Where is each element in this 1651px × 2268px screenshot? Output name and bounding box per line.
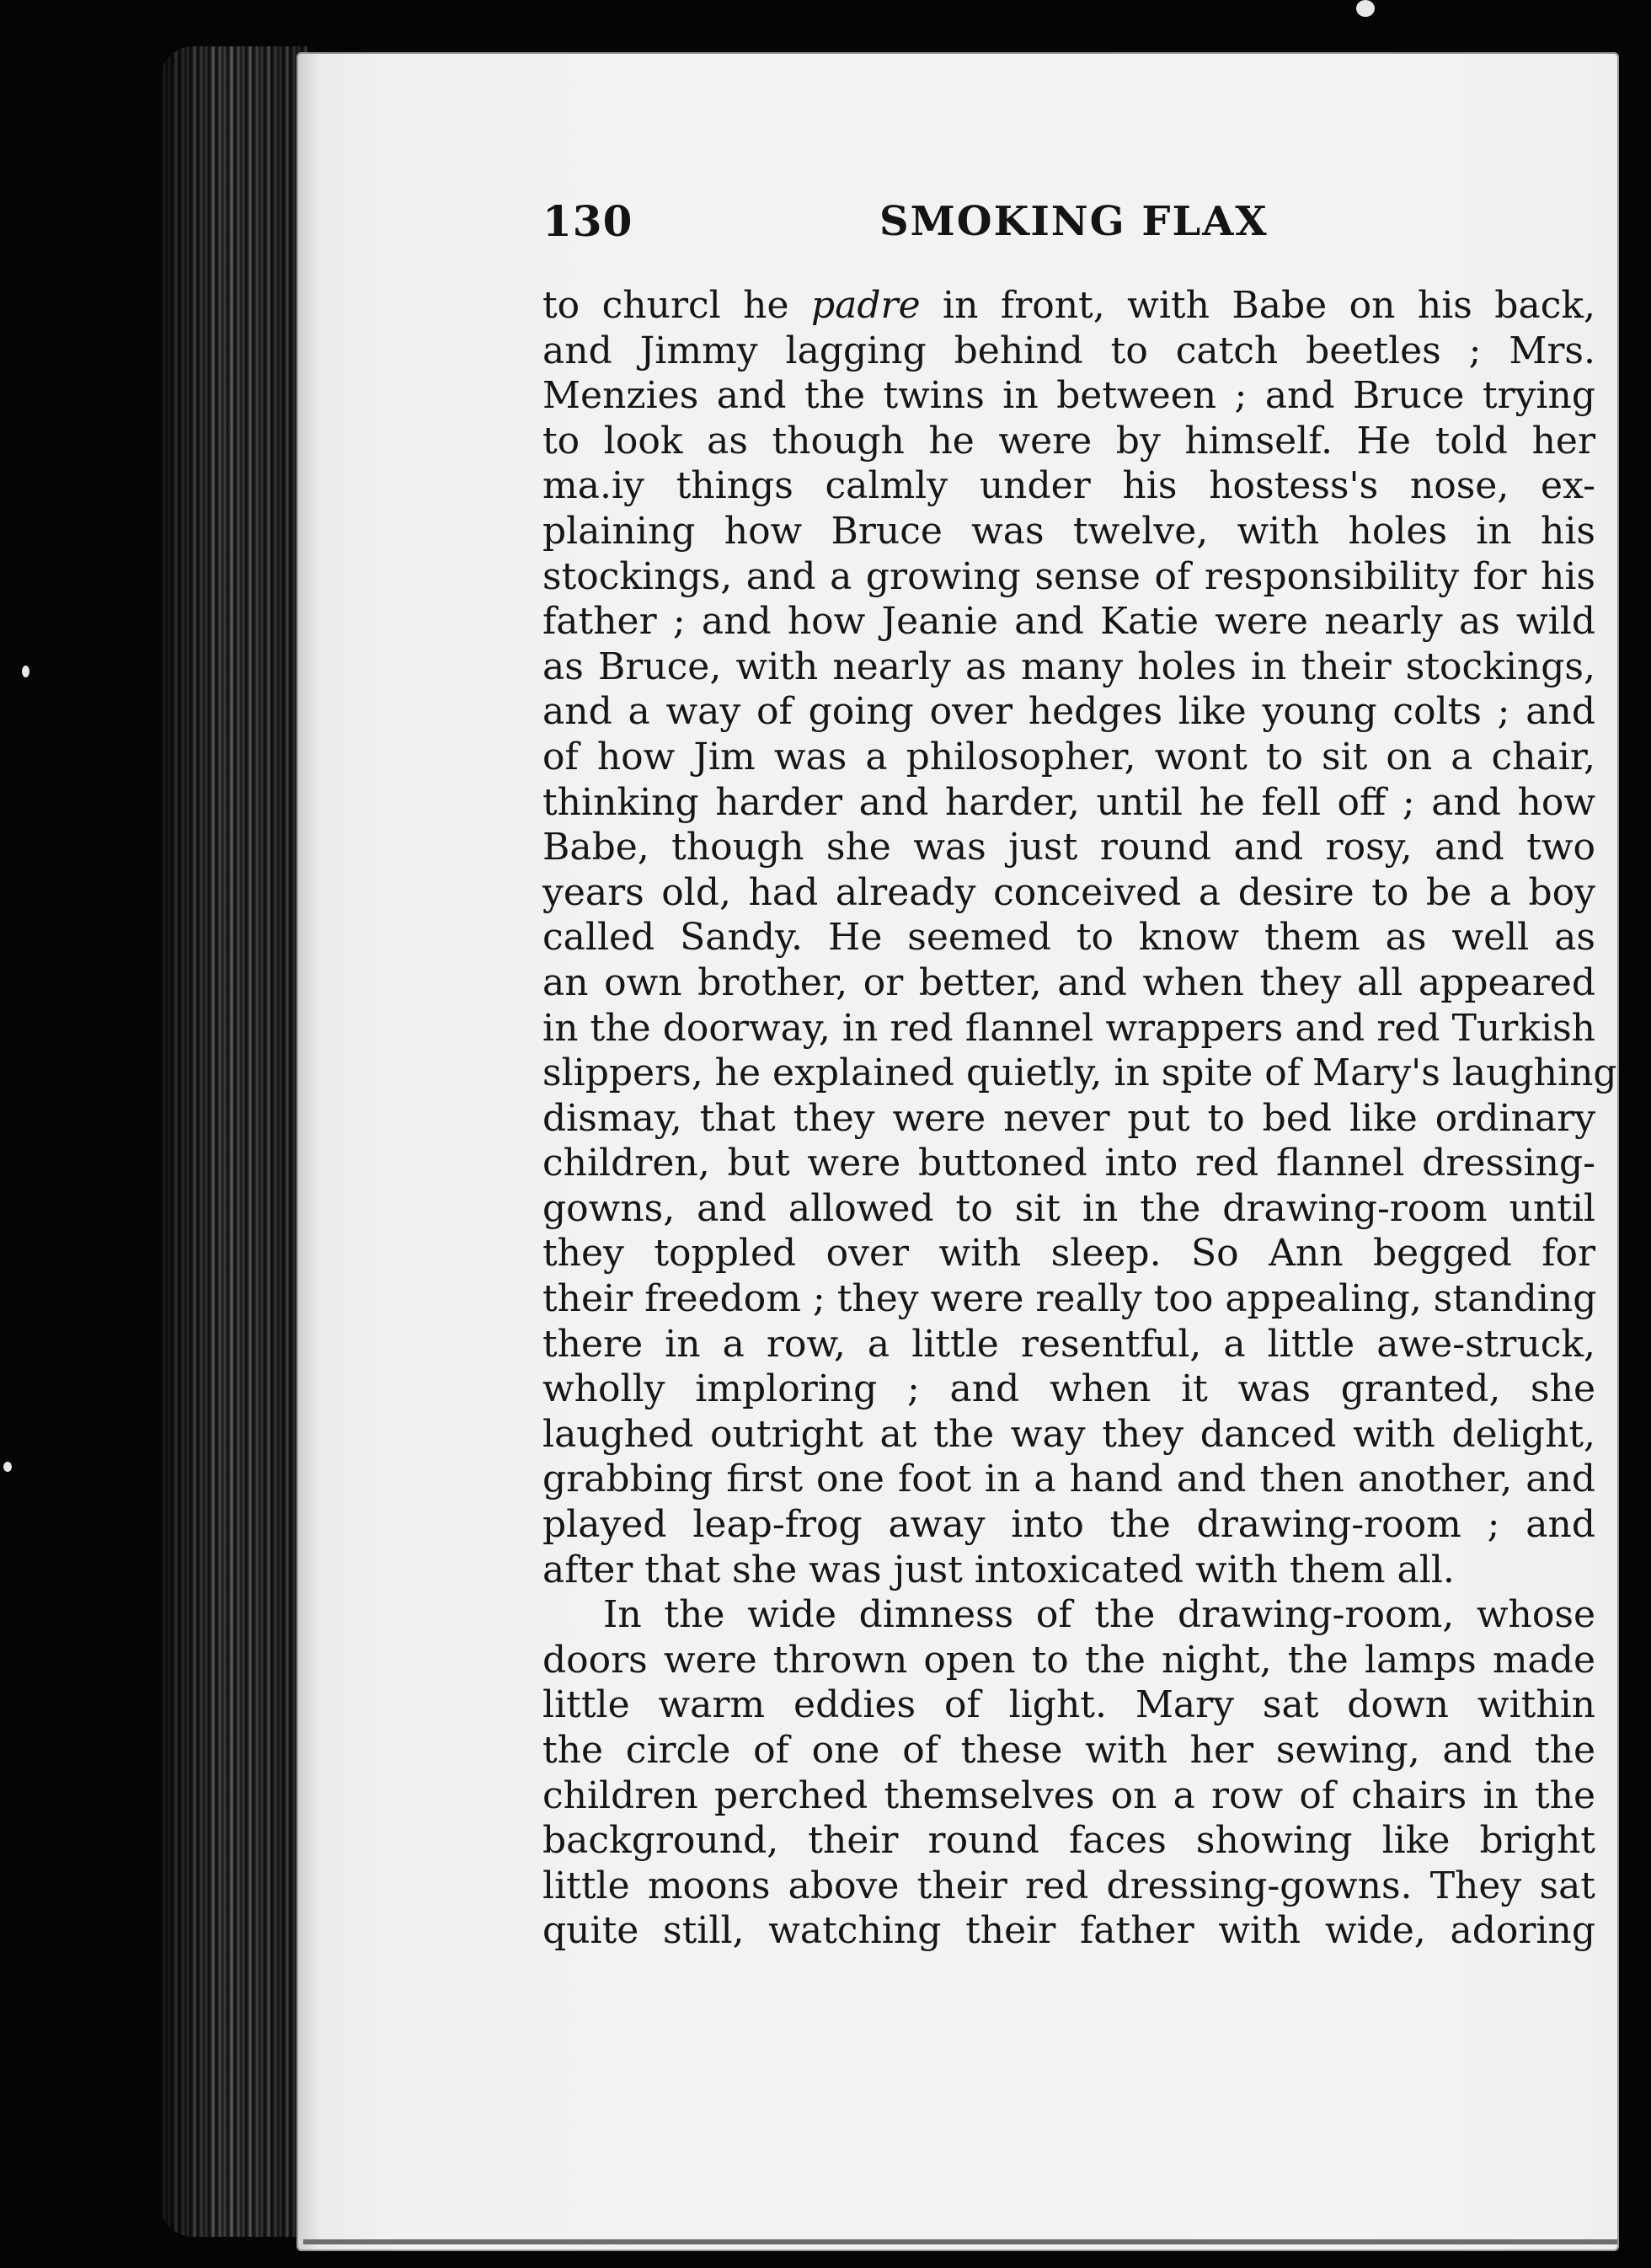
text-line: and a way of going over hedges like young colts ; and: [542, 690, 1595, 734]
text-line: plaining how Bruce was twelve, with holes in his: [542, 509, 1595, 553]
text-line: children, but were buttoned into red flannel dressing-: [542, 1142, 1595, 1185]
text-line: slippers, he explained quietly, in spite of Mary's laughing: [542, 1051, 1617, 1095]
text-line: they toppled over with sleep. So Ann begged for: [542, 1232, 1595, 1276]
scan-speck: [1356, 0, 1375, 17]
book-page-edges-shadow: [160, 46, 307, 2237]
page-number: 130: [542, 196, 633, 246]
text-line: as Bruce, with nearly as many holes in their stockings,: [542, 645, 1595, 688]
text-line: years old, had already conceived a desire to be a boy: [542, 870, 1595, 914]
text-line: Babe, though she was just round and rosy, and two: [542, 826, 1595, 869]
italic-word: padre: [810, 284, 921, 327]
text-line-start: to churcl he: [542, 284, 811, 327]
text-line: gowns, and allowed to sit in the drawing-room until: [542, 1186, 1595, 1230]
paragraph-first-line: In the wide dimness of the drawing-room, whose: [603, 1593, 1595, 1637]
paragraph-last-line: after that she was just intoxicated with them all.: [542, 1548, 1455, 1591]
scan-speck: [22, 666, 29, 677]
text-line: wholly imploring ; and when it was granted, she: [542, 1367, 1595, 1411]
body-text: [542, 283, 1617, 1954]
text-line: of how Jim was a philosopher, wont to sit on a chair,: [542, 735, 1595, 778]
text-line: little warm eddies of light. Mary sat down within: [542, 1683, 1595, 1727]
text-line: there in a row, a little resentful, a little awe-struck,: [542, 1322, 1595, 1366]
text-line: grabbing first one foot in a hand and then another, and: [542, 1458, 1595, 1501]
text-line: in the doorway, in red flannel wrappers and red Turkish: [542, 1006, 1595, 1050]
text-line: background, their round faces showing like bright: [542, 1819, 1595, 1863]
text-line: and Jimmy lagging behind to catch beetles ; Mrs.: [542, 329, 1595, 372]
text-line: played leap-frog away into the drawing-room ; and: [542, 1503, 1595, 1547]
text-line: thinking harder and harder, until he fell off ; and how: [542, 780, 1595, 824]
text-line: called Sandy. He seemed to know them as well as: [542, 916, 1595, 960]
text-line: their freedom ; they were really too appealing, standing: [542, 1277, 1597, 1321]
running-header: [542, 192, 1591, 251]
text-line: an own brother, or better, and when they all appeared: [542, 960, 1595, 1004]
text-line-end: in front, with Babe on his back,: [920, 284, 1595, 327]
text-line: father ; and how Jeanie and Katie were nearly as wild: [542, 600, 1595, 644]
text-line: doors were thrown open to the night, the lamps made: [542, 1638, 1595, 1682]
text-line: dismay, that they were never put to bed like ordinary: [542, 1096, 1595, 1140]
text-line: the circle of one of these with her sewing, and the: [542, 1729, 1595, 1772]
text-line: children perched themselves on a row of chairs in the: [542, 1773, 1595, 1817]
text-line: quite still, watching their father with wide, adoring: [542, 1909, 1595, 1953]
text-line: laughed outright at the way they danced with delight,: [542, 1412, 1595, 1456]
running-title: SMOKING FLAX: [879, 198, 1269, 245]
page-bottom-edge: [303, 2239, 1617, 2244]
text-line: little moons above their red dressing-gowns. They sat: [542, 1864, 1595, 1907]
text-line: to look as though he were by himself. He told her: [542, 419, 1595, 463]
text-line: [542, 283, 1595, 329]
scan-speck: [3, 1462, 12, 1472]
text-line: ma.iy things calmly under his hostess's nose, ex-: [542, 464, 1595, 508]
text-line: Menzies and the twins in between ; and Bruce trying: [542, 374, 1595, 418]
text-line: stockings, and a growing sense of responsibility for his: [542, 554, 1595, 598]
